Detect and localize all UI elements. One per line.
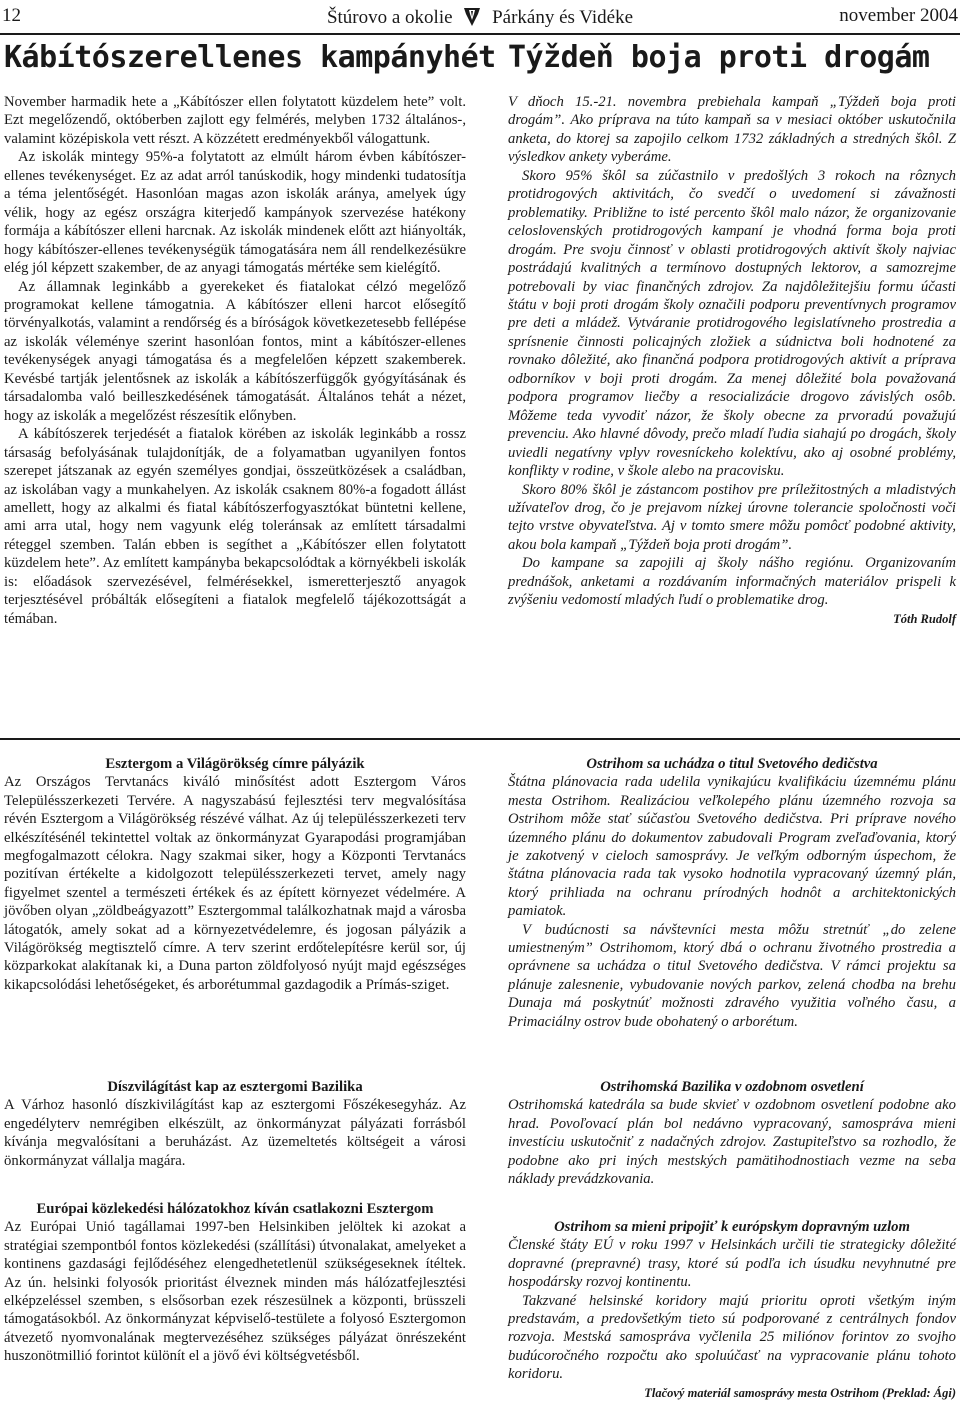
news-box-body: Az Európai Unió tagállamai 1997-ben Helsinkiben jelöltek ki azokat a stratégiai szempontból fontos közlekedési (szállítási) útvonalakat, amelyeket a kontinens gazdasági fejlődéséhez elengedhetetlenül szükségeseknek ítéltek. Az ún. helsinki folyosók prioritást élveznek minden más hálózatfejlesztési elképzeléssel szemben, s elsősorban ezek részesülnek a központi, brüsszeli támogatásokból. Az önkormányzat képviselő-testülete a folyosó Esztergomon átvezető nyomvonalának megtervezéséhez szükséges pályázat önrészeként huszonötmillió forintot különít el a jövő évi költségvetésből. xyxy=(4,1219,466,1365)
newspaper-title xyxy=(0,5,960,29)
translation-credit: Tlačový materiál samosprávy mesta Ostrihom (Preklad: Ági) xyxy=(644,1385,956,1400)
news-box-title: Díszvilágítást kap az esztergomi Bazilika xyxy=(107,1079,363,1095)
news-box-basilica-sk xyxy=(508,1078,956,1188)
slovak-article xyxy=(508,38,956,78)
hungarian-article-body xyxy=(4,93,466,628)
news-box-body: Takzvané helsinské koridory majú prioritu oproti všetkým iným predstavám, a predovšetkým tieto sú podporované z centrálnych fondov rozvoja. Mestská samospráva vyčlenila 25 miliónov forintov zo svojho budúcoročného rozpočtu ako spoluúčasť na vypracovanie plánu tohoto koridoru. xyxy=(508,1292,956,1383)
article-paragraph: Skoro 95% škôl sa zúčastnilo v predošlých 3 rokoch na rôznych protidrogových aktivitách, čo svedčí o uvedomení si závažnosti problematiky. Približne to isté percento škôl malo názor, že organizovanie celoslovenských protidrogových kampaní je vhodná forma boja proti drogám. Pre svoju činnosť v oblasti protidrogových aktivít školy najviac postrádajú kvalitných a termínovo dostupných lektorov, a samozrejme potrebovali by viac finančných zdrojov. Za najdôležitejšiu formu účasti štátu v boji proti drogám školy označili podporu preventívnych programov pre deti a mládež. Vytváranie protidrogového legislatívneho prostredia a sprísnenie činnosti policajných zložiek a súdnictva boli hodnotené za rovnako dôležité, ako finančná podpora protidrogových aktivít a príprava odborníkov v boji proti drogám. Za menej dôležité bola považovaná podpora programov liečby a resocializácie drogovo závislých osôb. Môžeme teda vyvodiť názor, že školy obecne za prvoradú považujú prevenciu. Ako hlavné dôvody, prečo mladí ľudia siahajú po drogách, školy uviedli negatívny vplyv rovesníckeho kolektívu, ako aj osobné problémy, konflikty v rodine, v škole alebo na pracovisku. xyxy=(508,167,956,480)
article-paragraph: Az iskolák mintegy 95%-a folytatott az elmúlt három évben kábítószer-ellenes tevékenységet. Ez az adat arról tanúskodik, hogy mindenki tudatosítja a téma jelentőségét. Hasonlóan magas azon iskolák aránya, amelyek úgy vélik, hogy az egész országra kiterjedő kampányok szervezése hatékony formája a kábítószer elleni harcnak. Az iskolák mindenek előtt azt hiányolták, hogy kábítószer-ellenes tevékenységük támogatására nem áll rendelkezésükre elég jól képzett szakember, de az anyagi támogatás mértéke sem kielégítő. xyxy=(4,149,466,277)
news-box-world-heritage xyxy=(4,755,466,994)
article-paragraph: Az államnak leginkább a gyerekeket és fiatalokat célzó megelőző programokat kellene támogatnia. A kábítószer elleni harcot elősegítő törvényalkotás, valamint a rendőrség és a bíróságok következetesebb fellépése az iskolák véleménye szerint hasonlóan fontos, mint a kábítószer-ellenes tevékenységek anyagi támogatása és a megfelelően képzett szakemberek. Kevésbé tartják jelentősnek az iskolák a kábítószerfüggők gyógyításának és társadalomba való beilleszkedésének támogatását. Általános tehát a nézet, hogy az iskolák a megelőzést részesítik előnyben. xyxy=(4,278,466,424)
slovak-article-body xyxy=(508,93,956,628)
news-box-title: Ostrihom sa mieni pripojiť k európskym dopravným uzlom xyxy=(554,1219,910,1235)
header-divider xyxy=(0,33,960,35)
news-box-body: Členské štáty EÚ v roku 1997 v Helsinkách určili tie strategicky dôležité dopravné (prepravné) trasy, ktoré sú podľa ich úsudku nevyhnutné pre hospodársky rozvoj kontinentu. xyxy=(508,1237,956,1291)
slovak-headline: Týždeň boja proti drogám xyxy=(508,40,930,75)
article-paragraph: A kábítószerek terjedését a fiatalok körében az iskolák leginkább a rossz társaság befolyásának tulajdonítják, de a folyamatban ugyanilyen fontos szerepet játszanak az egyén személyes gondjai, összeütközések a családban, az iskolában vagy a munkahelyen. Az iskolák csaknem 80%-a fogadott állást amellett, hogy az alkalmi és fiatal kábítószerfogyasztókat büntetni kellene, ami arra utal, hogy nem vagyunk elég toleránsak az említett társadalmi réteggel szemben. Talán ebben is segíthet a „Kábítószer ellen folytatott küzdelem hete”. Az említett kampányba bekapcsolódtak a környékbeli iskolák is: előadások szervezésével, felmérésekkel, ismeretterjesztő anyagok terjesztésével próbálták elősegíteni a fiatalok megfelelő tájékozottságát a témában. xyxy=(4,426,466,627)
article-paragraph: V dňoch 15.-21. novembra prebiehala kampaň „Týždeň boja proti drogám”. Ako príprava na túto kampaň sa v mesiaci október uskutočnila anketa, do ktorej sa zapojilo celkom 1732 základných a stredných škôl. Z výsledkov ankety vyberáme. xyxy=(508,94,956,166)
hungarian-article xyxy=(4,38,496,78)
news-box-title: Európai közlekedési hálózatokhoz kíván csatlakozni Esztergom xyxy=(36,1201,434,1217)
news-box-body: Az Országos Tervtanács kiváló minősítést adott Esztergom Város Településszerkezeti Tervére. A nagyszabású fejlesztési terv megvalósítása révén Esztergom a Világörökség részévé válhat. Az új településszerkezeti terv elkészítésénél tekintettel voltak az önkormányzat Gyarapodási programjában megfogalmazott célokra. Nagy szakmai siker, hogy a Központi Tervtanács pozitívan értékelte a kidolgozott településszerkezeti tervet, amely nagy figyelmet szentel a természeti értékek és az épített környezet védelmére. A jövőben olyan „zöldbeágyazott” Esztergommal találkozhatnak majd a városba látogatók, amely sokat ad a környezetvédelemre, és jogosan pályázik a Világörökség megtisztelő címre. A terv szerint erdőtelepítésre kerül sor, új közparkokat alakítanak ki, a Duna parton zöldfolyosó nyújt majd egészséges kikapcsolódási lehetőségeket, és arborétummal gazdagodik a Prímás-sziget. xyxy=(4,774,466,993)
news-box-title: Esztergom a Világörökség címre pályázik xyxy=(105,756,365,772)
news-box-body: V budúcnosti sa návštevníci mesta môžu stretnúť „do zelene umiestneným” Ostrihomom, ktorý dbá o ochranu životného prostredia a oprávnene sa uchádza o titul Svetového dedičstva. V rámci projektu sa plánuje zalesnenie, vybudovanie nových parkov, zelená chodba na brehu Dunaja má poskytnúť možnosti zdravého využitia voľného času, a Primaciálny ostrov bude obohatený o arborétum. xyxy=(508,921,956,1030)
news-box-body: A Várhoz hasonló díszkivilágítást kap az esztergomi Főszékesegyház. Az engedélyterv nemrégiben elkészült, az önkormányzat pályázati forrásból kívánja megvalósítani a beruházást. Az üzemeltetés költségeit a városi önkormányzat vállalja magára. xyxy=(4,1097,466,1169)
news-box-transport xyxy=(4,1200,466,1366)
issue-date: november 2004 xyxy=(839,5,958,26)
news-box-transport-sk xyxy=(508,1218,956,1402)
paper-title-slovak: Štúrovo a okolie xyxy=(326,7,453,28)
news-box-basilica xyxy=(4,1078,466,1170)
news-box-body: Ostrihomská katedrála sa bude skvieť v ozdobnom osvetlení podobne ako hrad. Povoľovací plán bol nedávno vypracovaný, samospráva mieni investíciu uskutočniť z nadačných zdrojov. Zastupiteľstvo sa rozhodlo, že podobne ako pri iných mestských pamätihodnostiach vezme na seba náklady prevádzkovania. xyxy=(508,1097,956,1188)
news-box-title: Ostrihomská Bazilika v ozdobnom osvetlení xyxy=(600,1079,864,1095)
article-paragraph: Do kampane sa zapojili aj školy nášho regiónu. Organizovaním prednášok, anketami a rozdávaním informačných materiálov prispeli k zvýšeniu vedomostí mladých ľudí o problematike drog. xyxy=(508,555,956,609)
hungarian-headline: Kábítószerellenes kampányhét xyxy=(4,40,496,75)
paper-title-hungarian: Párkány és Vidéke xyxy=(492,7,634,28)
news-box-world-heritage-sk xyxy=(508,755,956,1031)
article-paragraph: November harmadik hete a „Kábítószer ellen folytatott küzdelem hete” volt. Ezt megelőzendő, októberben zajlott egy felmérés, melyben 1732 általános-, valamint középiskola vett részt. A közzétett eredményekből válogattunk. xyxy=(4,94,466,147)
page-number: 12 xyxy=(2,5,21,26)
page-header xyxy=(0,0,960,36)
news-box-body: Štátna plánovacia rada udelila vynikajúcu kvalifikáciu územnému plánu mesta Ostrihom. Realizáciou veľkolepého plánu územného rozvoja sa Ostrihom môže stať súčasťou Svetového dedičstva. Pri príprave nového územného plánu do dokumentov zabudovali Program zveľaďovania, ktorý je zakotvený v cieloch samosprávy. Je veľkým odborným úspechom, že štátna plánovacia rada tak vysoko hodnotila vypracovaný územný plán, ktorý prihliada na ochranu prírodných hodnôt a architektonických pamiatok. xyxy=(508,774,956,920)
section-divider xyxy=(0,738,960,740)
news-box-title: Ostrihom sa uchádza o titul Svetového dedičstva xyxy=(586,756,878,772)
author-signature: Tóth Rudolf xyxy=(893,611,956,626)
crest-emblem-icon xyxy=(461,5,483,27)
article-paragraph: Skoro 80% škôl je zástancom postihov pre príležitostných a mladistvých užívateľov drog, čo je prejavom nízkej úrovne tolerancie spoločnosti voči tejto vrstve obyvateľstva. Aj v tomto smere môžu pomôcť podobné aktivity, akou bola kampaň „Týždeň boja proti drogám”. xyxy=(508,481,956,553)
